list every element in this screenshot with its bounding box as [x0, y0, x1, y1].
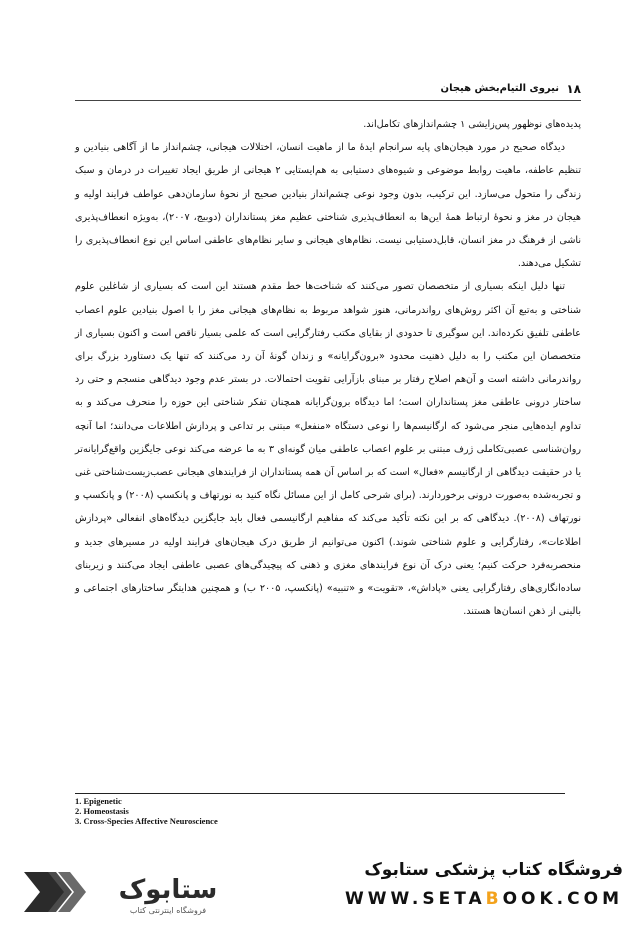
url-accent-letter: B	[485, 889, 503, 909]
paragraph-3: تنها دلیل اینکه بسیاری از متخصصان تصور می‌کنند که شناخت‌ها خط مقدم هستند این است که بسیاری از شاغلین علوم شناختی و به‌تبع آن اکثر روش‌های رواندرمانی، هنوز شواهد مربوط به نظام‌های هیجانی مغز را با اصول بنیادین علوم اعصاب عاطفی تلفیق نکرده‌اند. این سوگیری تا حدودی از بقایای مکتب رفتارگرایی است که علمی بسیار ناقص است و اکنون بسیاری از متخصصان این مکتب را به دلیل ذهنیت محدود «برون‌گرایانه» و زندان گونهٔ آن رد می‌کنند که تنها یک دستاورد بزرگ برای رواندرمانی داشته است و آن‌هم اصلاح رفتار بر مبنای بازآرایی تقویت احتمالات. در بستر عدم وجود دیدگاهی منسجم و حتی رد ساختار درونی عاطفی مغز پستانداران است؛ اما دیدگاه برون‌گرایانه همچنان تفکر شناختی این حوزه را منحرف می‌کند و به تداوم ایده‌هایی منجر می‌شود که ارگانیسم‌ها را نوعی دستگاه «منفعل» مبتنی بر تداعی و پردازش اطلاعات می‌دانند؛ اما آنچه روان‌شناسی عصبی‌تکاملی ژرف مبتنی بر علوم اعصاب عاطفی میان گونه‌ای ۳ به ما عرضه می‌کند نوعی جایگزین واقع‌گرایانه‌تر یا در حقیقت دیدگاهی از ارگانیسم «فعال» است که بر اساس آن همه پستانداران از فرایندهای هیجانی عصب‌زیست‌شناختی غنی و تجربه‌شده به‌صورت درونی برخوردارند. (برای شرحی کامل از این مسائل نگاه کنید به نورتهاف و پانکسپ (۲۰۰۸) و پانکسپ و نورتهاف (۲۰۰۸). دیدگاهی که بر این نکته تأکید می‌کند که مفاهیم ارگانیسمی فعال باید جایگزین دیدگاه‌های انفعالی «پردازش اطلاعات»، رفتارگرایی و علوم شناختی شوند.) اکنون می‌توانیم از طریق درک هیجان‌های فرایند اولیه در مسیرهای جدید و منحصربه‌فرد حرکت کنیم؛ یعنی درک آن نوع فرایندهای مغزی و ذهنی که پیچیدگی‌های عصبی عاطفی ایجاد می‌کنند و زیربنای ساده‌انگاری‌های رفتارگرایی یعنی «پاداش»، «تقویت» و «تنبیه» (پانکسپ، ۲۰۰۵ ب) و همچنین هدایتگر ساختارهای اجتماعی و بالینی از ذهن انسان‌ها هستند.	[75, 281, 581, 618]
footnote-1: 1. Epigenetic	[75, 796, 122, 806]
shop-name: فروشگاه کتاب پزشکی ستابوک	[364, 860, 623, 880]
body-text	[75, 113, 581, 623]
chevron-logo-icon	[24, 872, 86, 912]
logo-wordmark: ستابوک	[118, 875, 218, 905]
footnote-2: 2. Homeostasis	[75, 806, 129, 816]
footnotes	[75, 796, 218, 826]
shop-url-link[interactable]	[345, 889, 623, 909]
url-part-2: OOK.COM	[502, 889, 623, 909]
url-part-1: WWW.SETA	[345, 889, 486, 909]
running-title: نیروی التیام‌بخش هیجان	[440, 83, 559, 94]
logo-subtitle: فروشگاه اینترنتی کتاب	[129, 906, 207, 915]
paragraph-1: پدیده‌های نوظهور پس‌زایشی ۱ چشم‌اندازهای تکامل‌اند.	[363, 119, 581, 130]
footnote-3: 3. Cross-Species Affective Neuroscience	[75, 816, 218, 826]
page-number: ۱۸	[566, 82, 581, 96]
footnote-rule	[75, 793, 565, 794]
header-rule	[75, 100, 581, 101]
paragraph-2: دیدگاه صحیح در مورد هیجان‌های پایه سرانجام ایدهٔ ما از ماهیت انسان، اختلالات هیجانی، چشم‌انداز ما از آگاهی بنیادین و تنظیم عاطفه، ماهیت روابط موضوعی و شیوه‌های دستیابی به هم‌ایستایی ۲ هیجانی از طریق ایجاد تغییرات در درمان و سبک زندگی را متحول می‌سازد. این ترکیب، بدون وجود نوعی چشم‌انداز بنیادین صحیح از نحوهٔ سازمان‌دهی عواطف فرایند اولیه و هیجان در مغز و نحوهٔ ارتباط همهٔ این‌ها به انعطاف‌پذیری شناختی عظیم مغز پستانداران (دوبیج، ۲۰۰۷)، به‌ویژه انعطاف‌پذیری ناشی از فرهنگ در مغز انسان، قابل‌دستیابی نیست. نظام‌های هیجانی و سایر نظام‌های عاطفی اساس این نوع انعطاف‌پذیری را تشکیل می‌دهند.	[75, 142, 581, 270]
running-header	[75, 82, 581, 98]
setabook-logo[interactable]	[18, 868, 238, 916]
